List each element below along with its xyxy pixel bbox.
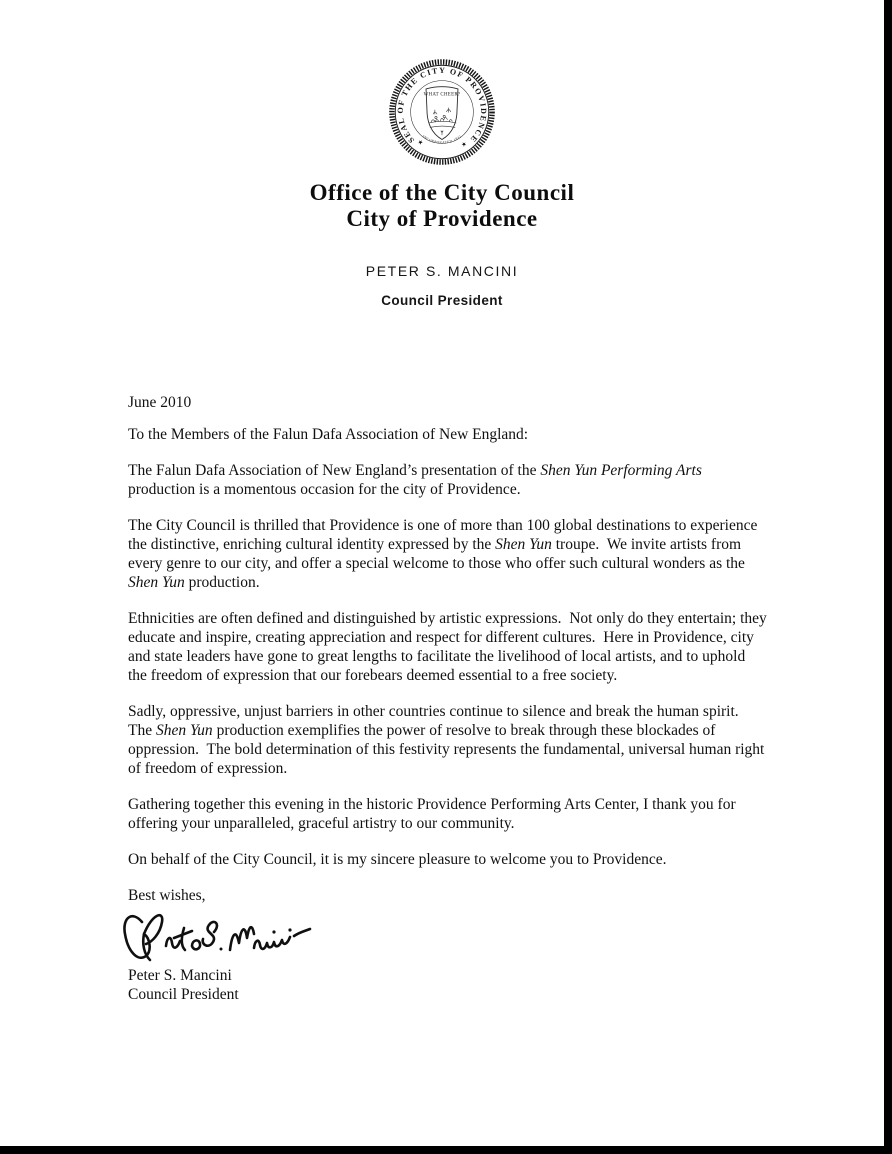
closing: Best wishes, (128, 887, 206, 904)
signer-role: Council President (128, 986, 239, 1003)
letter-body (128, 393, 771, 1004)
signature (122, 908, 322, 966)
paragraph-1: The Falun Dafa Association of New England’s presentation of the Shen Yun Performing Arts production is a momentous occasion for the city of Providence. (128, 462, 706, 498)
signature-icon (122, 908, 322, 966)
city-seal (387, 57, 497, 167)
office-title-line1: Office of the City Council (309, 180, 575, 205)
seal-ring-text: SEAL OF THE CITY OF PROVIDENCE (395, 65, 489, 145)
seal-motto: WHAT CHEER? (423, 92, 461, 98)
seal-star-left: ★ (417, 139, 425, 148)
council-president-role: Council President (381, 293, 503, 308)
salutation: To the Members of the Falun Dafa Association of New England: (128, 426, 529, 443)
signature-block (128, 966, 768, 1004)
paragraph-4: Sadly, oppressive, unjust barriers in other countries continue to silence and break the human spirit. The Shen Yun production exemplifies the power of resolve to break through these blockades of oppression. The bold determination of this festivity represents the fundamental, universal human right of freedom of expression. (128, 703, 769, 777)
paragraph-3: Ethnicities are often defined and distinguished by artistic expressions. Not only do they entertain; they educate and inspire, creating appreciation and respect for different cultures. Here in Providence, city and state leaders have gone to great lengths to facilitate the livelihood of local artists, and to uphold the freedom of expression that our forebears deemed essential to a free society. (128, 610, 771, 684)
paragraph-2: The City Council is thrilled that Providence is one of more than 100 global destinations to experience the distinctive, enriching cultural identity expressed by the Shen Yun troupe. We invite artists from every genre to our city, and offer a special welcome to those who offer such cultural wonders as the Shen Yun production. (128, 517, 762, 591)
paragraph-5: Gathering together this evening in the historic Providence Performing Arts Center, I thank you for offering your unparalleled, graceful artistry to our community. (128, 796, 740, 832)
paragraph-6: On behalf of the City Council, it is my sincere pleasure to welcome you to Providence. (128, 851, 667, 868)
signer-name: Peter S. Mancini (128, 967, 232, 984)
council-president-name: PETER S. MANCINI (365, 263, 519, 279)
letterhead (0, 180, 884, 308)
city-seal-icon (387, 57, 497, 167)
seal-bottom-text: INCORPORATED 1832 (421, 134, 463, 145)
office-title-line2: City of Providence (346, 206, 538, 231)
seal-star-right: ★ (459, 141, 468, 150)
letter-date: June 2010 (128, 394, 192, 411)
